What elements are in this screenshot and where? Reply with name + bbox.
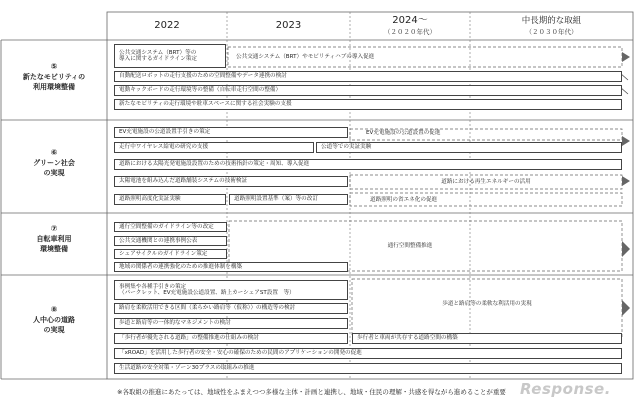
- header-2024-sub: （２０２０年代）: [384, 28, 436, 36]
- category-5: [1, 62, 107, 92]
- category-5-name: 新たなモビリティの: [22, 73, 86, 81]
- header-2023: 2023: [275, 20, 302, 31]
- row-lighting-standard: 道路照明設置基準（案）等の改訂: [229, 194, 348, 205]
- row-renewable: 道路における再生エネルギーの活用: [441, 179, 531, 185]
- row-casebook-line1: 事例集や各種手引きの策定: [119, 283, 187, 290]
- row-wireless-test: 公道等での実証実験: [316, 142, 622, 153]
- category-7-name2: 環境整備: [40, 245, 68, 253]
- row-delivery-robot: 自動配送ロボットの走行支援のための空間整備やデータ連携の検討: [114, 71, 622, 82]
- category-6-name: グリーン社会: [33, 159, 75, 167]
- row-solar-guideline: 道路における太陽光発電施設設置のための技術指針の策定・周知、導入促進: [114, 159, 622, 170]
- row-kickboard: 電動キックボードの走行環境等の整備（自転車走行空間の整備）: [114, 85, 622, 96]
- row-zone30: 生活道路の安全対策・ゾーン30プラスの取組みの推進: [114, 363, 622, 374]
- category-7: [1, 224, 107, 254]
- row-mobility-experiment: 新たなモビリティの走行環境や駐車スペースに関する社会実験の支援: [114, 99, 622, 110]
- category-8-name: 人中心の道路: [33, 316, 75, 324]
- header-mid: 中長期的な取組: [521, 16, 582, 26]
- row-solar-pavement: 太陽電池を組み込んだ道路舗装システムの技術検証: [114, 176, 348, 187]
- row-casebook: [114, 280, 348, 300]
- category-7-number: ⑦: [50, 224, 58, 233]
- category-5-name2: 利用環境整備: [33, 83, 75, 91]
- row-ev-promote: EV充電施設の公道設置の促進: [366, 130, 441, 136]
- row-lighting-test: 道路照明高度化実証実験: [114, 194, 226, 205]
- row-coexist-space: 歩行者と車両が共存する道路空間の構築: [352, 333, 622, 344]
- footer-note: ※各取組の推進にあたっては、地域性をふまえつつ多様な主体・計画と連携し、地域・住民の理解・共感を得ながら進めることが重要: [117, 388, 506, 396]
- category-7-name: 自転車利用: [36, 235, 72, 243]
- header-mid-sub: （２０３０年代）: [525, 28, 578, 36]
- row-sidewalk-flexible: 歩道と路肩等の柔軟な利活用の実現: [442, 301, 532, 307]
- category-8-number: ⑧: [50, 305, 58, 314]
- row-share-cycle: シェアサイクルのガイドライン策定: [114, 249, 227, 259]
- row-xroad: 「xROAD」を活用した歩行者の安全・安心の確保のための民間のアプリケーションの開発の促進: [114, 348, 622, 359]
- row-ev-guide: EV充電施設の公道設置手引きの策定: [114, 127, 348, 138]
- row-casebook-line2: （パークレット、EV充電施設公道設置、路上カーシェアST設置 等）: [119, 290, 295, 296]
- category-6-name2: の実現: [43, 169, 65, 177]
- row-local-coordination: 地域の関係者の連携強化のための推進体制を構築: [114, 262, 348, 272]
- row-integrated-management: 歩道と路肩等の一体的なマネジメントの検討: [114, 318, 348, 329]
- row-brt-guideline-line1: 公共交通システム（BRT）等の: [119, 49, 197, 56]
- category-6: [1, 148, 107, 178]
- row-pedestrian-priority: 「歩行者が優先される道路」の整備推進の仕組みの検討: [114, 333, 348, 344]
- watermark-logo: Response.: [520, 380, 611, 398]
- category-5-number: ⑤: [50, 62, 58, 71]
- header-2024: 2024～: [392, 15, 428, 26]
- row-transit-cases: 公共交通機関との連携事例公表: [114, 236, 227, 246]
- category-8: [1, 305, 107, 335]
- row-lighting-energy: 道路照明の省エネ化の促進: [370, 197, 438, 203]
- row-brt-guideline: [114, 44, 226, 68]
- row-bike-guideline: 通行空間整備のガイドライン等の改定: [114, 222, 227, 232]
- category-6-number: ⑥: [50, 148, 58, 157]
- row-bike-promote: 通行空間整備推進: [387, 243, 433, 249]
- header-2022: 2022: [154, 20, 180, 31]
- row-brt-promote: 公共交通システム（BRT）やモビリティハブの導入促進: [236, 54, 375, 60]
- row-brt-guideline-line2: 導入に関するガイドライン策定: [119, 56, 197, 62]
- category-8-name2: の実現: [43, 326, 65, 334]
- row-wireless: 走行中ワイヤレス給電の研究の支援: [114, 142, 314, 153]
- row-flexible-shoulder: 路肩を柔軟活用できる区間（柔らかい路肩等（仮称））の構造等の検討: [114, 303, 348, 314]
